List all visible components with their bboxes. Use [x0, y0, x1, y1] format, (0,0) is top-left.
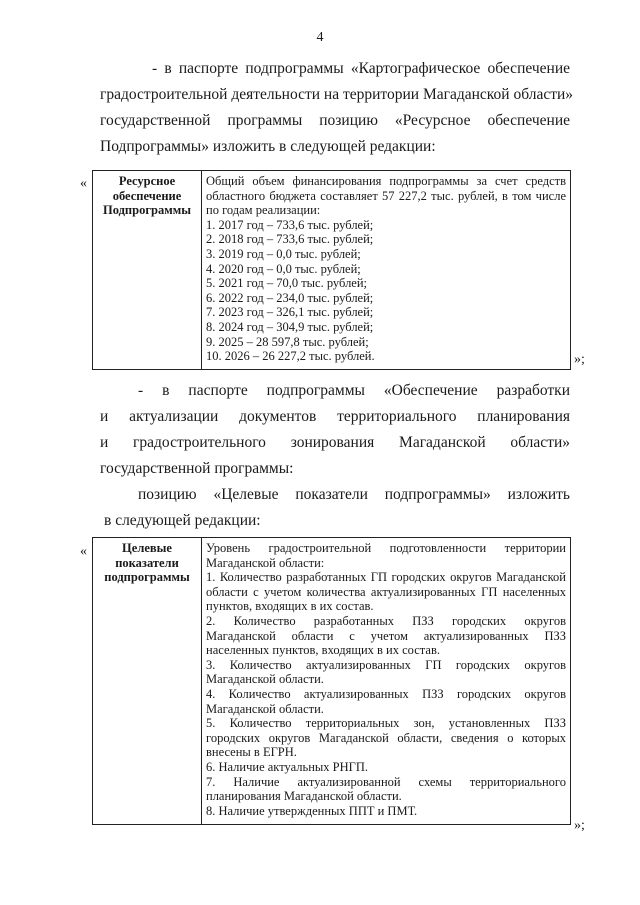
section1-open-quote: « — [80, 176, 87, 191]
text-line: 6. Наличие актуальных РНГП. — [206, 759, 369, 774]
text-line: Магаданской области с учетом актуализированных ПЗЗ — [206, 628, 566, 643]
text-line: областного бюджета составляет 57 227,2 тыс. рублей, в том числе — [206, 188, 566, 203]
text-line: области с учетом количества актуализированных ГП населенных — [206, 584, 566, 599]
text-line: 3. 2019 год – 0,0 тыс. рублей; — [206, 246, 361, 261]
text-line: 5. 2021 год – 70,0 тыс. рублей; — [206, 276, 368, 291]
text-line: Магаданской области: — [206, 555, 325, 570]
label-line: Подпрограммы — [102, 203, 191, 218]
text-line: 1. 2017 год – 733,6 тыс. рублей; — [206, 217, 374, 232]
text-line: 7. 2023 год – 326,1 тыс. рублей; — [206, 305, 374, 320]
text-line: 5. Количество территориальных зон, установленных ПЗЗ — [206, 716, 566, 731]
page-number: 4 — [316, 30, 324, 45]
text-line: Магаданской области. — [206, 672, 324, 687]
label-line: показатели — [115, 555, 179, 570]
resource-label-cell — [93, 171, 202, 370]
text-line: Уровень градостроительной подготовленности территории — [206, 541, 566, 555]
text-line: 7. Наличие актуализированной схемы территориального — [206, 774, 566, 789]
section1-close-quote: »; — [574, 352, 585, 367]
text-line: 9. 2025 – 28 597,8 тыс. рублей; — [206, 334, 369, 349]
text-line: 2. Количество разработанных ПЗЗ городских округов — [206, 613, 566, 628]
text-line: Общий объем финансирования подпрограммы за счет средств — [206, 174, 566, 188]
text-line: пунктов, входящих в их состав. — [206, 599, 374, 614]
section2-open-quote: « — [80, 544, 87, 559]
section1-line-4: Подпрограммы» изложить в следующей редакции: — [100, 138, 436, 155]
section2-line-1: - в паспорте подпрограммы «Обеспечение разработки — [138, 382, 570, 399]
text-line: Магаданской области. — [206, 701, 324, 716]
text-line: городских округов Магаданской области, сведения о которых — [206, 730, 566, 745]
label-line: Целевые — [122, 541, 172, 555]
text-line: 2. 2018 год – 733,6 тыс. рублей; — [206, 232, 374, 247]
targets-label-cell — [93, 538, 202, 825]
section2-line-5: позицию «Целевые показатели подпрограммы» изложить — [138, 486, 570, 503]
section2-line-4: государственной программы: — [100, 460, 294, 477]
section2-line-6: в следующей редакции: — [104, 512, 261, 529]
resource-table — [92, 170, 571, 370]
label-line: обеспечение — [112, 188, 182, 203]
table-row — [93, 538, 571, 825]
targets-text-cell — [202, 538, 571, 825]
section1-line-2: градостроительной деятельности на территории Магаданской области» — [100, 86, 574, 103]
label-line: Ресурсное — [118, 174, 176, 188]
text-line: внесены в ЕГРН. — [206, 745, 297, 760]
section2-line-3: и градостроительного зонирования Магаданской области» — [100, 434, 570, 451]
text-line: планирования Магаданской области. — [206, 789, 402, 804]
targets-table — [92, 537, 571, 825]
text-line: 8. 2024 год – 304,9 тыс. рублей; — [206, 319, 374, 334]
section1-line-3: государственной программы позицию «Ресурсное обеспечение — [100, 112, 570, 129]
resource-text-cell — [202, 171, 571, 370]
section1-line-1: - в паспорте подпрограммы «Картографическое обеспечение — [152, 60, 570, 77]
text-line: по годам реализации: — [206, 203, 321, 218]
text-line: 4. Количество актуализированных ПЗЗ городских округов — [206, 686, 566, 701]
text-line: 10. 2026 – 26 227,2 тыс. рублей. — [206, 349, 375, 364]
text-line: 1. Количество разработанных ГП городских округов Магаданской — [206, 570, 566, 585]
text-line: 4. 2020 год – 0,0 тыс. рублей; — [206, 261, 361, 276]
text-line: 3. Количество актуализированных ГП городских округов — [206, 657, 566, 672]
text-line: 6. 2022 год – 234,0 тыс. рублей; — [206, 290, 374, 305]
table-row — [93, 171, 571, 370]
section2-line-2: и актуализации документов территориального планирования — [100, 408, 570, 425]
text-line: 8. Наличие утвержденных ППТ и ПМТ. — [206, 803, 418, 818]
label-line: подпрограммы — [104, 570, 190, 585]
section2-close-quote: »; — [574, 818, 585, 833]
text-line: населенных пунктов, входящих в их состав. — [206, 643, 440, 658]
